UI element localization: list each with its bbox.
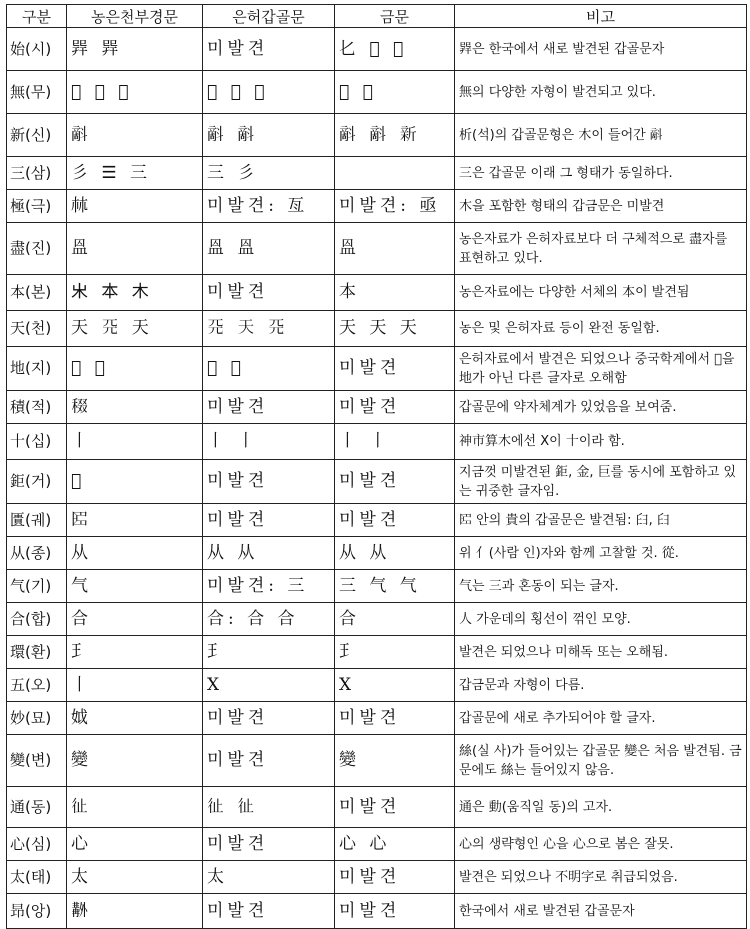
- row-char-cell: 鉅(거): [7, 460, 67, 504]
- eunheo-glyph-cell: 미발견: 亙: [203, 190, 335, 223]
- geum-glyph-cell: 미발견: [335, 702, 455, 735]
- nongeun-glyph-cell: 𤣩: [67, 636, 203, 669]
- row-char-cell: 太(태): [7, 861, 67, 894]
- table-row: [7, 114, 747, 157]
- eunheo-glyph-cell: 𢓊 𢓊: [203, 787, 335, 828]
- eunheo-glyph-cell: 从 从: [203, 537, 335, 570]
- table-row: [7, 391, 747, 424]
- row-char-cell: 變(변): [7, 735, 67, 787]
- geum-glyph-cell: 미발견: 亟: [335, 190, 455, 223]
- note-cell: 神市算木에선 X이 十이라 함.: [455, 424, 747, 460]
- nongeun-glyph-cell: 𠨊: [67, 894, 203, 929]
- note-cell: 위 亻(사람 인)자와 함께 고찰할 것. 從.: [455, 537, 747, 570]
- geum-glyph-cell: 미발견: [335, 861, 455, 894]
- eunheo-glyph-cell: 미발견: 三: [203, 570, 335, 603]
- table-row: [7, 669, 747, 702]
- nongeun-glyph-cell: 𨥶: [67, 460, 203, 504]
- nongeun-glyph-cell: 合: [67, 603, 203, 636]
- eunheo-glyph-cell: 合: 合 合: [203, 603, 335, 636]
- note-cell: 無의 다양한 자형이 발견되고 있다.: [455, 71, 747, 114]
- geum-glyph-cell: 从 从: [335, 537, 455, 570]
- geum-glyph-cell: [335, 157, 455, 190]
- row-char-cell: 气(기): [7, 570, 67, 603]
- eunheo-glyph-cell: 미발견: [203, 702, 335, 735]
- nongeun-glyph-cell: 从: [67, 537, 203, 570]
- eunheo-glyph-cell: 𡉉 𡉉: [203, 347, 335, 391]
- note-cell: 木을 포함한 형태의 갑금문은 미발견: [455, 190, 747, 223]
- eunheo-glyph-cell: 三 彡: [203, 157, 335, 190]
- eunheo-glyph-cell: X: [203, 669, 335, 702]
- row-char-cell: 地(지): [7, 347, 67, 391]
- nongeun-glyph-cell: 𥟒: [67, 391, 203, 424]
- nongeun-glyph-cell: 𡛟: [67, 702, 203, 735]
- table-row: [7, 347, 747, 391]
- geum-glyph-cell: 心 心: [335, 828, 455, 861]
- note-cell: 은허자료에서 발견은 되었으나 중국학계에서 𡉉을 地가 아닌 다른 글자로 오해함: [455, 347, 747, 391]
- nongeun-glyph-cell: 气: [67, 570, 203, 603]
- table-row: [7, 894, 747, 929]
- geum-glyph-cell: 미발견: [335, 391, 455, 424]
- nongeun-glyph-cell: 𣂉: [67, 114, 203, 157]
- geum-glyph-cell: 𠤎 𢑚 𢆉: [335, 28, 455, 71]
- note-cell: 농은 및 은허자료 등이 완전 동일함.: [455, 311, 747, 347]
- geum-glyph-cell: 미발견: [335, 787, 455, 828]
- nongeun-glyph-cell: 𣎵 本 木: [67, 275, 203, 311]
- table-row: [7, 570, 747, 603]
- note-cell: 발견은 되었으나 미해독 또는 오해됨.: [455, 636, 747, 669]
- nongeun-glyph-cell: 彡 ☰ 三: [67, 157, 203, 190]
- note-cell: 갑골문에 약자체계가 있었음을 보여줌.: [455, 391, 747, 424]
- table-row: [7, 311, 747, 347]
- row-char-cell: 昻(앙): [7, 894, 67, 929]
- eunheo-glyph-cell: 미발견: [203, 275, 335, 311]
- geum-glyph-cell: 미발견: [335, 347, 455, 391]
- geum-glyph-cell: 미발견: [335, 460, 455, 504]
- table-row: [7, 71, 747, 114]
- table-row: [7, 828, 747, 861]
- table-row: [7, 504, 747, 537]
- eunheo-glyph-cell: 𠀘 天 𠀘: [203, 311, 335, 347]
- geum-glyph-cell: 𥁕: [335, 223, 455, 275]
- note-cell: 通은 動(움직일 동)의 고자.: [455, 787, 747, 828]
- nongeun-glyph-cell: 𥁕: [67, 223, 203, 275]
- header-note: 비고: [455, 5, 747, 28]
- row-char-cell: 合(합): [7, 603, 67, 636]
- eunheo-glyph-cell: 미발견: [203, 28, 335, 71]
- header-geum: 금문: [335, 5, 455, 28]
- note-cell: 人 가운데의 횡선이 꺾인 모양.: [455, 603, 747, 636]
- row-char-cell: 心(심): [7, 828, 67, 861]
- geum-glyph-cell: 合: [335, 603, 455, 636]
- table-row: [7, 157, 747, 190]
- nongeun-glyph-cell: 丨: [67, 669, 203, 702]
- nongeun-glyph-cell: 𢁅 𢁅: [67, 28, 203, 71]
- eunheo-glyph-cell: 𥁕 𥁕: [203, 223, 335, 275]
- row-char-cell: 始(시): [7, 28, 67, 71]
- table-row: [7, 190, 747, 223]
- eunheo-glyph-cell: 미발견: [203, 460, 335, 504]
- header-nongeun: 농은천부경문: [67, 5, 203, 28]
- header-category: 구분: [7, 5, 67, 28]
- geum-glyph-cell: 本: [335, 275, 455, 311]
- geum-glyph-cell: 𤣩: [335, 636, 455, 669]
- table-row: [7, 275, 747, 311]
- row-char-cell: 本(본): [7, 275, 67, 311]
- row-char-cell: 環(환): [7, 636, 67, 669]
- nongeun-glyph-cell: 變: [67, 735, 203, 787]
- geum-glyph-cell: 𣞤 𣞤: [335, 71, 455, 114]
- nongeun-glyph-cell: 𣏟: [67, 190, 203, 223]
- note-cell: 농은자료에는 다양한 서체의 本이 발견됨: [455, 275, 747, 311]
- note-cell: 气는 三과 혼동이 되는 글자.: [455, 570, 747, 603]
- table-row: [7, 787, 747, 828]
- nongeun-glyph-cell: 𢓊: [67, 787, 203, 828]
- nongeun-glyph-cell: 天 𠀘 天: [67, 311, 203, 347]
- table-row: [7, 861, 747, 894]
- nongeun-glyph-cell: 丨: [67, 424, 203, 460]
- note-cell: 한국에서 새로 발견된 갑골문자: [455, 894, 747, 929]
- eunheo-glyph-cell: 丨 丨: [203, 424, 335, 460]
- eunheo-glyph-cell: 미발견: [203, 894, 335, 929]
- header-eunheo: 은허갑골문: [203, 5, 335, 28]
- note-cell: 발견은 되었으나 不明字로 취급되었음.: [455, 861, 747, 894]
- eunheo-glyph-cell: 𤣩: [203, 636, 335, 669]
- table-row: [7, 537, 747, 570]
- row-char-cell: 从(종): [7, 537, 67, 570]
- geum-glyph-cell: 三 气 气: [335, 570, 455, 603]
- note-cell: 析(석)의 갑골문형은 木이 들어간 𣂉: [455, 114, 747, 157]
- row-char-cell: 盡(진): [7, 223, 67, 275]
- note-cell: 𢁅은 한국에서 새로 발견된 갑골문자: [455, 28, 747, 71]
- nongeun-glyph-cell: 𠥓: [67, 504, 203, 537]
- note-cell: 갑금문과 자형이 다름.: [455, 669, 747, 702]
- row-char-cell: 積(적): [7, 391, 67, 424]
- geum-glyph-cell: 미발견: [335, 504, 455, 537]
- geum-glyph-cell: 미발견: [335, 894, 455, 929]
- geum-glyph-cell: X: [335, 669, 455, 702]
- geum-glyph-cell: 天 天 天: [335, 311, 455, 347]
- table-row: [7, 223, 747, 275]
- eunheo-glyph-cell: 미발견: [203, 735, 335, 787]
- table-row: [7, 424, 747, 460]
- table-row: [7, 702, 747, 735]
- row-char-cell: 通(동): [7, 787, 67, 828]
- row-char-cell: 無(무): [7, 71, 67, 114]
- table-row: [7, 28, 747, 71]
- note-cell: 三은 갑골문 이래 그 형태가 동일하다.: [455, 157, 747, 190]
- nongeun-glyph-cell: 心: [67, 828, 203, 861]
- note-cell: 지금껏 미발견된 鉅, 金, 巨를 동시에 포함하고 있는 귀중한 글자임.: [455, 460, 747, 504]
- geum-glyph-cell: 變: [335, 735, 455, 787]
- row-char-cell: 匱(궤): [7, 504, 67, 537]
- note-cell: 농은자료가 은허자료보다 더 구체적으로 盡자를 표현하고 있다.: [455, 223, 747, 275]
- nongeun-glyph-cell: 𣞤 𣞤 𣞤: [67, 71, 203, 114]
- table-row: [7, 460, 747, 504]
- eunheo-glyph-cell: 𣞤 𣞤 𣞤: [203, 71, 335, 114]
- row-char-cell: 十(십): [7, 424, 67, 460]
- row-char-cell: 極(극): [7, 190, 67, 223]
- row-char-cell: 新(신): [7, 114, 67, 157]
- eunheo-glyph-cell: 미발견: [203, 391, 335, 424]
- nongeun-glyph-cell: 太: [67, 861, 203, 894]
- note-cell: 心의 생략형인 心을 心으로 봄은 잘못.: [455, 828, 747, 861]
- row-char-cell: 妙(묘): [7, 702, 67, 735]
- note-cell: 𠥓 안의 貴의 갑골문은 발견됨: 𦥑, 𦥑: [455, 504, 747, 537]
- eunheo-glyph-cell: 𣂉 𣂉: [203, 114, 335, 157]
- eunheo-glyph-cell: 미발견: [203, 504, 335, 537]
- table-row: [7, 603, 747, 636]
- geum-glyph-cell: 丨 丨: [335, 424, 455, 460]
- row-char-cell: 五(오): [7, 669, 67, 702]
- geum-glyph-cell: 𣂉 𣂉 新: [335, 114, 455, 157]
- table-row: [7, 735, 747, 787]
- note-cell: 絲(실 사)가 들어있는 갑골문 變은 처음 발견됨. 금문에도 絲는 들어있지 않음.: [455, 735, 747, 787]
- table-row: [7, 636, 747, 669]
- eunheo-glyph-cell: 미발견: [203, 828, 335, 861]
- row-char-cell: 三(삼): [7, 157, 67, 190]
- note-cell: 갑골문에 새로 추가되어야 할 글자.: [455, 702, 747, 735]
- row-char-cell: 天(천): [7, 311, 67, 347]
- eunheo-glyph-cell: 太: [203, 861, 335, 894]
- nongeun-glyph-cell: 𡉉 𡉉: [67, 347, 203, 391]
- header-row: [7, 5, 747, 28]
- character-comparison-table: [6, 4, 747, 929]
